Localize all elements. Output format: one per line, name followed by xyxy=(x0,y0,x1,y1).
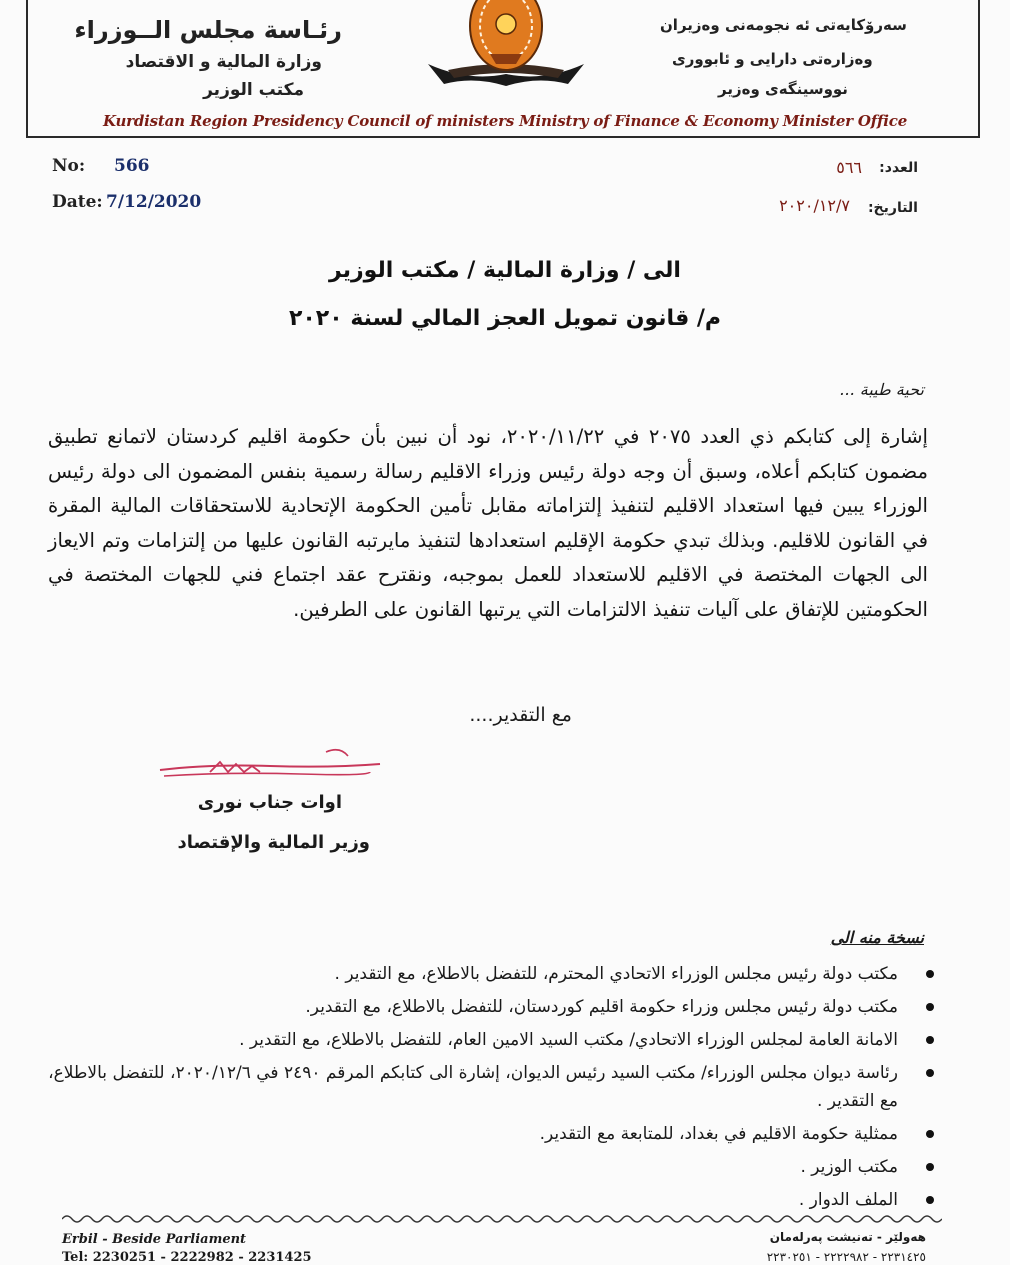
date-label: Date: xyxy=(52,192,103,212)
header-arabic-title: رئـاسة مجلس الــوزراء xyxy=(74,16,342,44)
header-kurdish-line2: وەزارەتی دارایی و ئابووری xyxy=(672,50,873,68)
list-item xyxy=(38,960,938,988)
header-arabic-ministry: وزارة المالية و الاقتصاد xyxy=(125,52,322,72)
number-value: 566 xyxy=(114,156,150,176)
copies-heading: نسخة منه الى xyxy=(830,928,924,947)
letter-recipient: الى / وزارة المالية / مكتب الوزير xyxy=(329,258,681,283)
handwritten-signature xyxy=(150,742,390,784)
bullet-icon xyxy=(926,970,934,978)
number-label: No: xyxy=(52,156,86,176)
footer-english-phone: Tel: 2230251 - 2222982 - 2231425 xyxy=(62,1250,312,1265)
list-item xyxy=(38,1059,938,1115)
copy-recipient: الامانة العامة لمجلس الوزراء الاتحادي/ مكتب السيد الامين العام، للتفضل بالاطلاع، مع التقدير . xyxy=(239,1030,898,1050)
arabic-number-label: العدد: xyxy=(879,160,918,176)
bullet-icon xyxy=(926,1069,934,1077)
header-english-banner: Kurdistan Region Presidency Council of ministers Ministry of Finance & Economy Minister Office xyxy=(102,112,908,130)
signer-name: اوات جناب نوری xyxy=(197,792,342,813)
signer-title: وزير المالية والإقتصاد xyxy=(177,832,370,853)
list-item xyxy=(38,1186,938,1214)
arabic-date-label: التاريخ: xyxy=(867,200,918,216)
bullet-icon xyxy=(926,1196,934,1204)
bullet-icon xyxy=(926,1163,934,1171)
copy-recipient: ممثلية حكومة الاقليم في بغداد، للمتابعة مع التقدير. xyxy=(539,1124,898,1144)
date-value: 7/12/2020 xyxy=(106,192,202,212)
list-item xyxy=(38,1120,938,1148)
government-seal-logo xyxy=(418,0,594,94)
arabic-date-value: ٢٠٢٠/١٢/٧ xyxy=(779,196,850,215)
letter-closing: مع التقدير.... xyxy=(469,704,572,726)
copy-recipient: رئاسة ديوان مجلس الوزراء/ مكتب السيد رئيس الديوان، إشارة الى كتابكم المرقم ٢٤٩٠ في ٢٠٢٠/١٢/٦، للتفضل بالاطلاع، مع التقدير . xyxy=(48,1063,898,1111)
footer-english-address: Erbil - Beside Parliament xyxy=(62,1232,247,1247)
copy-recipient: مكتب دولة رئيس مجلس وزراء حكومة اقليم كوردستان، للتفضل بالاطلاع، مع التقدير. xyxy=(305,997,898,1017)
copy-recipient: مكتب الوزير . xyxy=(800,1157,898,1177)
list-item xyxy=(38,1153,938,1181)
footer-divider xyxy=(62,1212,942,1226)
bullet-icon xyxy=(926,1130,934,1138)
header-arabic-office: مكتب الوزير xyxy=(203,80,304,100)
copies-list xyxy=(38,960,938,1219)
arabic-number-value: ٥٦٦ xyxy=(836,158,862,177)
letter-greeting: تحية طيبة ... xyxy=(839,380,924,399)
letter-subject: م/ قانون تمويل العجز المالي لسنة ٢٠٢٠ xyxy=(288,306,722,331)
list-item xyxy=(38,1026,938,1054)
list-item xyxy=(38,993,938,1021)
copy-recipient: مكتب دولة رئيس مجلس الوزراء الاتحادي المحترم، للتفضل بالاطلاع، مع التقدير . xyxy=(334,964,898,984)
header-kurdish-line1: سەرۆکایەتی ئە نجومەنی وەزیران xyxy=(660,16,907,34)
bullet-icon xyxy=(926,1036,934,1044)
footer-kurdish-address: هەولێر - تەنیشت پەرلەمان xyxy=(769,1230,926,1244)
letter-body: إشارة إلى كتابكم ذي العدد ٢٠٧٥ في ٢٠٢٠/١١/٢٢، نود أن نبين بأن حكومة اقليم كردستان لاتمانع تطبيق مضمون كتابكم أعلاه، وسبق أن وجه دولة رئيس وزراء الاقليم رسالة رسمية بنفس المضمون الى دولة رئيس الوزراء يبين فيها استعداد الاقليم لتنفيذ إلتزاماته مقابل تأمين الحكومة الإتحادية للاستحقاقات المالية المقرة في القانون للاقليم. وبذلك تبدي حكومة الإقليم استعدادها لتنفيذ مايرتبه القانون عليها من إلتزامات وتم الايعاز الى الجهات المختصة في الاقليم للاستعداد للعمل بموجبه، ونقترح عقد اجتماع فني للجهات المختصة في الحكومتين للإتفاق على آليات تنفيذ الالتزامات التي يرتبها القانون على الطرفين. xyxy=(48,425,928,621)
header-kurdish-line3: نووسینگەی وەزیر xyxy=(718,80,848,98)
footer-kurdish-phone: ٢٢٣١٤٢٥ - ٢٢٢٢٩٨٢ - ٢٢٣٠٢٥١ xyxy=(766,1250,926,1264)
copy-recipient: الملف الدوار . xyxy=(798,1190,898,1210)
bullet-icon xyxy=(926,1003,934,1011)
